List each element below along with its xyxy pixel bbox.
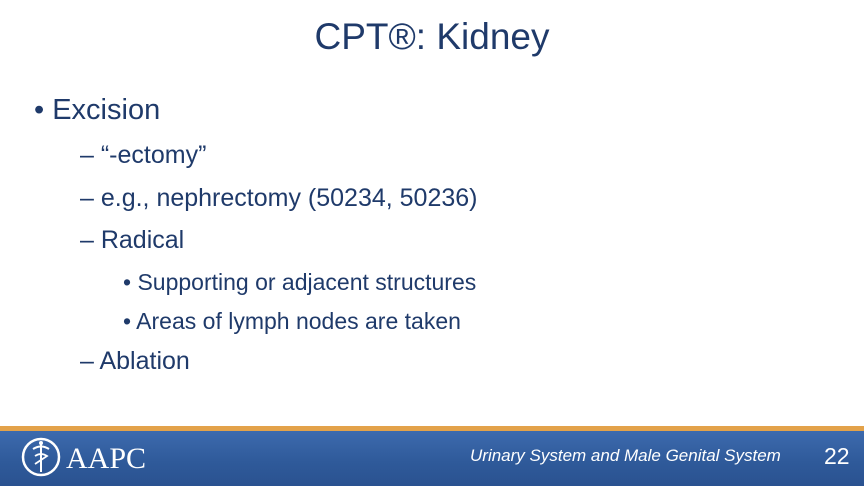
slide-title: CPT®: Kidney <box>314 16 550 57</box>
aapc-logo <box>18 432 168 482</box>
sub-sub-bullet-supporting: • Supporting or adjacent structures <box>123 269 477 295</box>
footer-caption: Urinary System and Male Genital System <box>470 446 781 465</box>
footer-accent-line <box>0 426 864 431</box>
sub-bullet-ablation: – Ablation <box>80 347 190 375</box>
bullet-excision: • Excision <box>34 94 161 126</box>
sub-bullet-example: – e.g., nephrectomy (50234, 50236) <box>80 184 478 212</box>
sub-bullet-radical: – Radical <box>80 226 185 254</box>
sub-sub-bullet-lymph: • Areas of lymph nodes are taken <box>123 308 461 334</box>
caduceus-icon <box>23 439 59 475</box>
logo-text: AAPC <box>66 442 147 475</box>
sub-bullet-ectomy: – “-ectomy” <box>80 141 207 169</box>
page-number: 22 <box>824 443 850 469</box>
